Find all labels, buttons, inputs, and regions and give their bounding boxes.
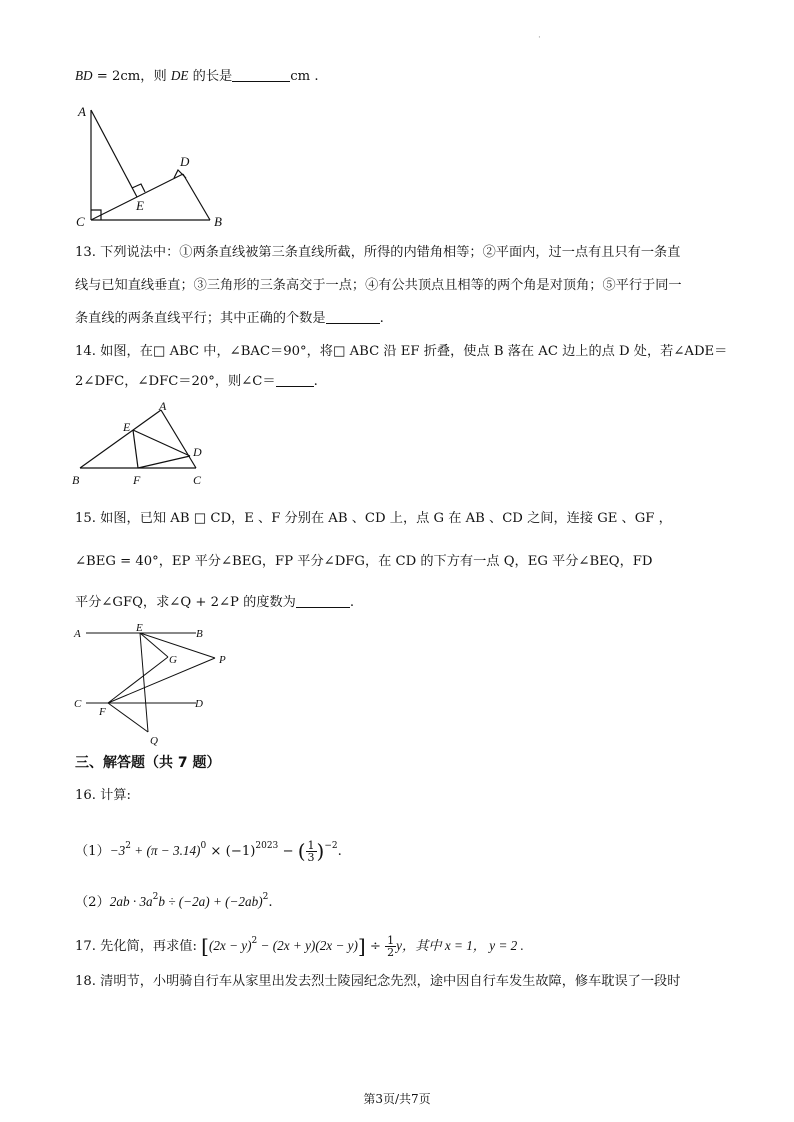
fig15-label-d: D: [195, 698, 203, 710]
q17-lbracket: [: [201, 934, 209, 958]
q17-e4: y，其中 x = 1， y = 2 .: [396, 938, 524, 953]
q16-p1-rparen: ): [316, 839, 325, 863]
q12-unit: cm .: [290, 69, 319, 84]
q12-tail: [75, 66, 319, 87]
q16-p2-a-exp: 2: [152, 892, 159, 902]
fig12-label-a: A: [78, 104, 86, 119]
q16-p1-c-exp: 2023: [255, 841, 279, 851]
q13-line1: 13. 下列说法中：①两条直线被第三条直线所截，所得的内错角相等；②平面内，过一点有且只有一条直: [75, 245, 681, 260]
section-3-heading: 三、解答题（共 7 题）: [75, 755, 221, 771]
fig15-label-a: A: [74, 628, 81, 640]
fig14-label-d: D: [193, 445, 202, 459]
q15-answer-blank[interactable]: [296, 593, 350, 608]
q17-line: [75, 935, 524, 958]
q16-p1-fraction: [306, 840, 317, 863]
q17-e2: − (2x + y)(2x − y): [257, 938, 358, 953]
q16-p1-lparen: (: [297, 839, 306, 863]
fig12-label-b: B: [214, 214, 222, 229]
fig14-label-b: B: [72, 473, 80, 487]
q17-e1: (2x − y): [208, 938, 252, 953]
q16-title: 16. 计算:: [75, 788, 131, 803]
fig15-label-b: B: [196, 628, 203, 640]
q16-part1: [75, 840, 342, 863]
q12-de: DE: [170, 68, 189, 83]
fig15-label-c: C: [74, 698, 82, 710]
q12-mid: 的长是: [188, 69, 233, 84]
fig15-label-f: F: [99, 706, 106, 718]
page-footer: 第3页/共7页: [363, 1092, 431, 1106]
q14-end: .: [313, 374, 318, 389]
q12-eq: = 2cm，则: [92, 69, 171, 84]
q16-p1-c: × (−1): [206, 844, 256, 859]
fig12-label-d: D: [180, 154, 190, 169]
q16-p1-end: .: [337, 844, 342, 859]
q17-lead: 17. 先化简，再求值:: [75, 939, 202, 954]
q12-bd: BD: [75, 68, 93, 83]
q13-end: .: [379, 311, 384, 326]
q12-answer-blank[interactable]: [232, 67, 290, 82]
fig15-label-q: Q: [150, 735, 158, 747]
q17-e3: ÷: [365, 939, 386, 954]
q15-line3: [75, 593, 354, 613]
q17-fraction: [385, 935, 396, 958]
q16-p2-a: 2ab · 3a: [109, 894, 153, 909]
q14-line1: 14. 如图，在□ ABC 中，∠BAC＝90°，将□ ABC 沿 EF 折叠，使点 B 落在 AC 边上的点 D 处，若∠ADE＝: [75, 344, 728, 359]
q16-p2-b: b ÷ (−2a) + (−2ab): [158, 894, 263, 909]
fig15-label-p: P: [219, 654, 226, 666]
q16-p1-d: −: [278, 844, 298, 859]
fig12-label-c: C: [76, 214, 85, 229]
q16-p1-b-exp: 0: [200, 841, 207, 851]
q16-p1-d-exp: −2: [324, 841, 338, 851]
fig14-label-c: C: [193, 473, 202, 487]
q17-rbracket: ]: [357, 934, 366, 958]
q14-answer-blank[interactable]: [276, 372, 314, 387]
fig15-label-e: E: [136, 622, 143, 634]
q17-frac-den: 2: [387, 946, 395, 959]
q16-p1-label: （1）: [75, 844, 110, 859]
figure-q12: [70, 100, 240, 235]
q17-frac-num: 1: [387, 934, 395, 947]
page-mark: ·: [538, 33, 541, 43]
q16-p1-a-exp: 2: [125, 841, 131, 851]
q16-p2-b-exp: 2: [262, 892, 269, 902]
q15-line3-text: 平分∠GFQ，求∠Q + 2∠P 的度数为: [75, 595, 296, 610]
q16-p2-label: （2）: [75, 895, 110, 910]
fig15-label-g: G: [169, 654, 177, 666]
q14-line2-text: 2∠DFC，∠DFC＝20°，则∠C＝: [75, 374, 276, 389]
q15-end: .: [349, 595, 355, 610]
q16-part2: [75, 892, 273, 913]
fig12-label-e: E: [136, 198, 144, 213]
q18-line1: 18. 清明节，小明骑自行车从家里出发去烈士陵园纪念先烈，途中因自行车发生故障，修车耽误了一段时: [75, 974, 681, 989]
fig14-label-a: A: [159, 399, 167, 413]
q14-line2: [75, 372, 318, 392]
q16-p2-end: .: [268, 895, 273, 910]
q17-e1-exp: 2: [251, 936, 258, 946]
figure-q15: [70, 620, 240, 750]
q16-p1-frac-den: 3: [307, 851, 315, 864]
figure-q14: [68, 398, 218, 490]
q16-p1-a: −3: [109, 843, 126, 858]
q16-p1-frac-num: 1: [307, 839, 315, 852]
q13-line2: 线与已知直线垂直；③三角形的三条高交于一点；④有公共顶点且相等的两个角是对顶角；⑤平行于同一: [75, 278, 682, 293]
fig14-label-e: E: [123, 420, 131, 434]
fig14-label-f: F: [133, 473, 141, 487]
q13-line3: [75, 309, 384, 329]
q15-line2: ∠BEG = 40°，EP 平分∠BEG，FP 平分∠DFG，在 CD 的下方有一点 Q，EG 平分∠BEQ，FD: [75, 554, 653, 569]
q13-line3-text: 条直线的两条直线平行；其中正确的个数是: [75, 311, 326, 326]
q15-line1: 15. 如图，已知 AB □ CD，E 、F 分别在 AB 、CD 上，点 G 在 AB 、CD 之间，连接 GE 、GF ，: [75, 511, 672, 526]
q16-p1-b: + (π − 3.14): [131, 843, 201, 858]
q13-answer-blank[interactable]: [326, 309, 380, 324]
